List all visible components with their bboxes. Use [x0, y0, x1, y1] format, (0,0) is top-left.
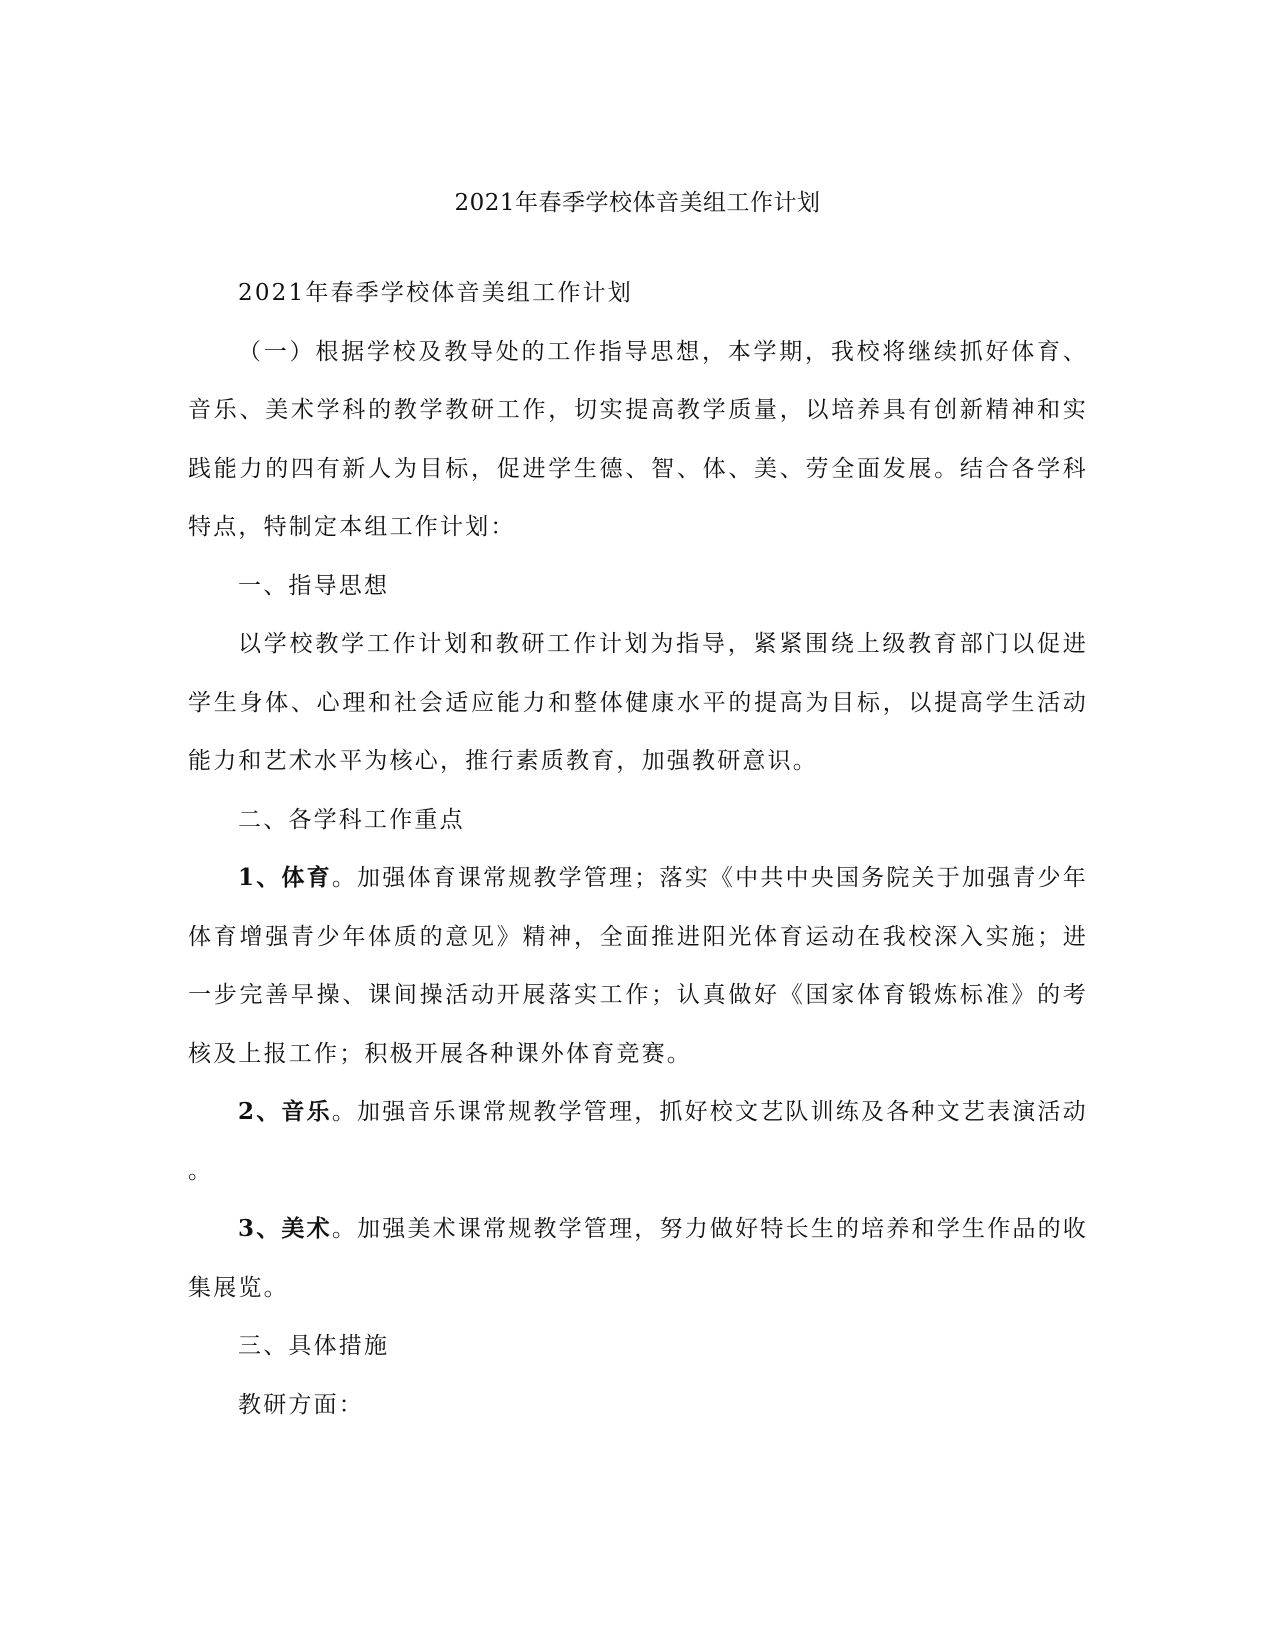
music-tail: 。: [188, 1157, 214, 1184]
music-label: 2、音乐: [238, 1098, 332, 1125]
section-heading-guiding-thought: 一、指导思想: [238, 572, 390, 599]
art-text: 。加强美术课常规教学管理，努力做好特长生的培养和学生作品的收集展览。: [188, 1216, 1088, 1301]
art-label: 3、美术: [238, 1215, 332, 1242]
document-subtitle: 2021年春季学校体音美组工作计划: [238, 280, 633, 306]
document-title: 2021年春季学校体音美组工作计划: [454, 190, 821, 216]
art-paragraph: [188, 1200, 1088, 1317]
subsection-heading-teaching-research: 教研方面：: [238, 1391, 364, 1418]
pe-label: 1、体育: [238, 864, 332, 891]
pe-text: 。加强体育课常规教学管理；落实《中共中央国务院关于加强青少年体育增强青少年体质的意见》精神，全面推进阳光体育运动在我校深入实施；进一步完善早操、课间操活动开展落实工作；认真做好《国家体育锻炼标准》的考核及上报工作；积极开展各种课外体育竞赛。: [188, 865, 1088, 1067]
guiding-thought-paragraph: 以学校教学工作计划和教研工作计划为指导，紧紧围绕上级教育部门以促进学生身体、心理和社会适应能力和整体健康水平的提高为目标，以提高学生活动能力和艺术水平为核心，推行素质教育，加强教研意识。: [188, 631, 1088, 774]
music-text: 。加强音乐课常规教学管理，抓好校文艺队训练及各种文艺表演活动: [331, 1099, 1088, 1125]
document-body: [188, 264, 1088, 1434]
intro-paragraph: （一）根据学校及教导处的工作指导思想，本学期，我校将继续抓好体育、音乐、美术学科的教学教研工作，切实提高教学质量，以培养具有创新精神和实践能力的四有新人为目标，促进学生德、智、体、美、劳全面发展。结合各学科特点，特制定本组工作计划：: [188, 338, 1088, 540]
section-heading-measures: 三、具体措施: [238, 1333, 390, 1359]
pe-paragraph: [188, 849, 1088, 1083]
music-paragraph: [188, 1083, 1088, 1200]
section-heading-subject-focus: 二、各学科工作重点: [238, 806, 465, 833]
